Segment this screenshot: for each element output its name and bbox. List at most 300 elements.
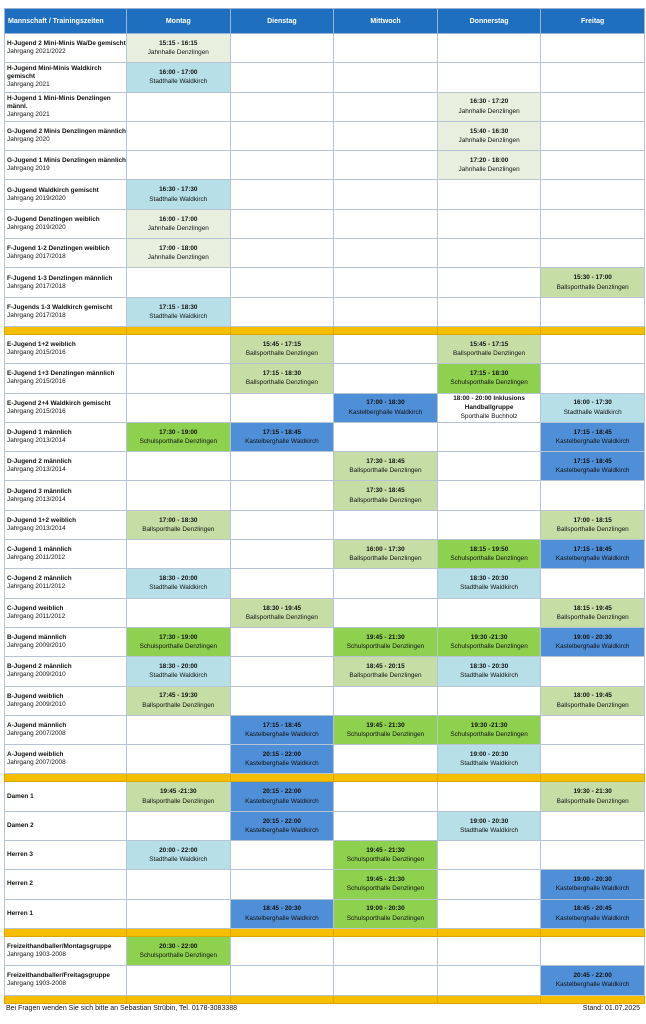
team-name: G-Jugend 2 Minis Denzlingen männlich [7, 128, 126, 136]
training-time: 20:15 - 22:00 [262, 788, 302, 796]
team-year: Jahrgang 2017/2018 [7, 311, 66, 319]
team-year: Jahrgang 2007/2008 [7, 759, 66, 767]
table-row [5, 393, 645, 422]
separator-cell [230, 928, 334, 936]
training-slot [127, 334, 231, 363]
team-name: Freizeithandballer/Montagsgruppe [7, 943, 112, 951]
training-venue: Kastelberghalle Waldkirch [245, 914, 319, 922]
training-venue: Ballsporthalle Denzlingen [142, 701, 215, 709]
training-slot [230, 966, 334, 995]
team-cell [5, 811, 127, 840]
training-slot [127, 569, 231, 598]
team-cell [5, 151, 127, 180]
training-slot [127, 745, 231, 774]
training-slot [230, 209, 334, 238]
training-venue: Ballsporthalle Denzlingen [556, 701, 629, 709]
team-name: H-Jugend 2 Mini-Minis Wa/De gemischt [7, 40, 126, 48]
team-cell [5, 334, 127, 363]
team-cell [5, 627, 127, 656]
training-slot [334, 364, 438, 393]
training-slot [230, 364, 334, 393]
team-year: Jahrgang 2013/2014 [7, 524, 66, 532]
separator-cell [5, 326, 127, 334]
training-time: 18:30 - 20:30 [469, 575, 509, 583]
team-name: F-Jugends 1-3 Waldkirch gemischt [7, 303, 113, 311]
training-time: 20:00 - 22:00 [159, 846, 198, 854]
training-slot [230, 297, 334, 326]
separator-cell [230, 774, 334, 782]
team-year: Jahrgang 1903-2008 [7, 951, 66, 959]
team-year: Jahrgang 2019/2020 [7, 223, 66, 231]
training-time: 17:15 - 18:30 [469, 370, 509, 378]
training-time: 18:45 - 20:45 [573, 905, 612, 913]
training-venue: Jahnhalle Denzlingen [458, 107, 520, 115]
training-time: 17:15 - 18:30 [159, 303, 198, 311]
training-time: 17:00 - 18:15 [573, 516, 612, 524]
team-cell [5, 745, 127, 774]
training-venue: Schulsporthalle Denzlingen [139, 438, 218, 445]
table-row [5, 811, 645, 840]
separator-cell [437, 928, 541, 936]
training-slot [127, 540, 231, 569]
training-slot [127, 870, 231, 899]
team-name: D-Jugend 1+2 weiblich [7, 516, 77, 524]
training-slot [541, 452, 645, 481]
training-slot [230, 686, 334, 715]
training-venue: Jahnhalle Denzlingen [458, 137, 520, 145]
training-schedule-table [4, 8, 645, 1004]
training-slot [334, 452, 438, 481]
training-slot [541, 686, 645, 715]
separator-row [5, 995, 645, 1003]
footer-contact: Bei Fragen wenden Sie sich bitte an Sebastian Strübin, Tel. 0178-3083388 [6, 1005, 238, 1012]
training-time: 15:45 - 17:15 [469, 340, 509, 348]
training-slot [437, 899, 541, 928]
training-slot [541, 239, 645, 268]
training-slot [230, 393, 334, 422]
training-time: 19:45 -21:30 [160, 788, 197, 796]
training-time: 19:45 - 21:30 [366, 721, 405, 729]
training-time: 17:15 - 18:45 [573, 545, 612, 553]
team-cell [5, 34, 127, 63]
team-cell [5, 598, 127, 627]
schedule-body [5, 34, 645, 1004]
footer-stand: Stand: 01.07.2025 [582, 1005, 640, 1012]
training-slot [230, 627, 334, 656]
training-slot [334, 180, 438, 209]
team-name: D-Jugend 1 männlich [7, 429, 72, 436]
training-time: 17:00 - 18:30 [366, 399, 405, 407]
training-slot [127, 782, 231, 811]
separator-cell [541, 928, 645, 936]
training-slot [437, 422, 541, 451]
training-venue: Kastelberghalle Waldkirch [555, 555, 630, 563]
training-venue: Sporthalle Buchholz [460, 413, 518, 421]
team-cell [5, 510, 127, 539]
training-slot [127, 657, 231, 686]
table-row [5, 841, 645, 870]
team-year: Jahrgang 2015/2016 [7, 407, 66, 415]
training-time: 19:45 - 21:30 [366, 876, 405, 884]
team-cell [5, 481, 127, 510]
training-venue: Ballsporthalle Denzlingen [556, 283, 629, 291]
training-venue: Ballsporthalle Denzlingen [349, 496, 422, 504]
table-row [5, 657, 645, 686]
training-slot [127, 297, 231, 326]
training-slot [437, 569, 541, 598]
team-name: F-Jugend 1-2 Denzlingen weiblich [7, 245, 110, 253]
training-venue: Ballsporthalle Denzlingen [556, 797, 629, 805]
training-slot [437, 870, 541, 899]
training-slot [437, 481, 541, 510]
team-name: F-Jugend 1-3 Denzlingen männlich [7, 274, 113, 282]
training-slot [334, 686, 438, 715]
training-venue: Stadthalle Waldkirch [460, 672, 519, 680]
training-slot [127, 151, 231, 180]
training-slot [437, 393, 541, 422]
table-row [5, 598, 645, 627]
table-row [5, 966, 645, 995]
training-slot [334, 841, 438, 870]
training-slot [334, 627, 438, 656]
training-venue: Jahnhalle Denzlingen [147, 254, 209, 262]
training-venue: Stadthalle Waldkirch [149, 856, 208, 864]
team-name: Herren 3 [7, 851, 33, 859]
training-slot [334, 936, 438, 965]
training-slot [127, 180, 231, 209]
training-venue: Schulsporthalle Denzlingen [450, 643, 528, 651]
training-slot [127, 121, 231, 150]
training-time: 18:30 - 20:00 [159, 575, 198, 583]
separator-cell [541, 774, 645, 782]
training-time: 19:00 - 20:30 [573, 876, 612, 884]
team-name: B-Jugend männlich [7, 634, 67, 642]
training-slot [437, 268, 541, 297]
training-slot [230, 334, 334, 363]
training-slot [541, 268, 645, 297]
team-year: Jahrgang 2020 [7, 136, 50, 144]
training-time: 17:30 - 19:00 [159, 428, 198, 436]
training-slot [127, 481, 231, 510]
training-slot [334, 239, 438, 268]
header-thursday: Donnerstag [437, 9, 541, 34]
table-row [5, 481, 645, 510]
training-time: 17:15 - 18:45 [573, 428, 612, 436]
team-name: G-Jugend Denzlingen weiblich [7, 215, 100, 223]
training-slot [541, 334, 645, 363]
training-venue: Schulsporthalle Denzlingen [450, 730, 528, 738]
training-time: 19:00 - 20:30 [469, 817, 509, 825]
training-venue: Schulsporthalle Denzlingen [450, 379, 528, 387]
team-cell [5, 715, 127, 744]
training-venue: Ballsporthalle Denzlingen [556, 613, 629, 621]
training-slot [541, 598, 645, 627]
training-venue: Kastelberghalle Waldkirch [245, 797, 319, 805]
training-venue: Ballsporthalle Denzlingen [453, 350, 526, 358]
table-row [5, 180, 645, 209]
training-venue: Ballsporthalle Denzlingen [245, 613, 318, 621]
training-slot [230, 870, 334, 899]
training-time: 16:00 - 17:30 [573, 399, 612, 407]
training-slot [437, 686, 541, 715]
training-venue: Ballsporthalle Denzlingen [245, 379, 318, 387]
training-venue: Ballsporthalle Denzlingen [349, 672, 422, 680]
training-time: 15:40 - 16:30 [469, 127, 509, 135]
training-slot [230, 452, 334, 481]
separator-row [5, 774, 645, 782]
header-monday: Montag [127, 9, 231, 34]
training-slot [541, 715, 645, 744]
separator-cell [5, 928, 127, 936]
team-cell [5, 364, 127, 393]
header-row [5, 9, 645, 34]
training-time: 18:45 - 20:30 [262, 905, 302, 913]
team-cell [5, 239, 127, 268]
training-time: 20:15 - 22:00 [262, 817, 302, 825]
training-slot [437, 936, 541, 965]
training-slot [334, 598, 438, 627]
team-name: Herren 1 [7, 909, 33, 917]
training-slot [230, 422, 334, 451]
training-slot [127, 627, 231, 656]
separator-cell [230, 326, 334, 334]
training-time: 16:00 - 17:30 [366, 545, 405, 553]
training-slot [127, 936, 231, 965]
team-name: C-Jugend 2 männlich [7, 575, 72, 583]
training-time: 17:15 - 18:45 [573, 458, 612, 466]
training-venue: Schulsporthalle Denzlingen [346, 643, 425, 651]
team-cell [5, 782, 127, 811]
separator-cell [437, 774, 541, 782]
table-row [5, 715, 645, 744]
team-name: B-Jugend 2 männlich [7, 663, 72, 671]
training-venue: Schulsporthalle Denzlingen [139, 643, 218, 651]
team-cell [5, 870, 127, 899]
table-row [5, 540, 645, 569]
team-name: C-Jugend weiblich [7, 604, 64, 612]
training-venue: Ballsporthalle Denzlingen [349, 555, 422, 563]
team-year: Jahrgang 2021 [7, 81, 50, 89]
training-slot [541, 811, 645, 840]
training-time: 19:00 - 20:30 [366, 905, 405, 913]
training-time: 17:20 - 18:00 [469, 157, 509, 165]
training-slot [230, 569, 334, 598]
training-venue: Kastelberghalle Waldkirch [555, 438, 630, 445]
training-slot [541, 297, 645, 326]
training-slot [334, 569, 438, 598]
training-slot [230, 745, 334, 774]
training-slot [127, 841, 231, 870]
training-slot [541, 657, 645, 686]
training-slot [230, 481, 334, 510]
training-slot [127, 966, 231, 995]
training-time: 18:30 - 19:45 [262, 604, 302, 612]
training-slot [127, 239, 231, 268]
training-slot [437, 63, 541, 92]
training-venue: Kastelberghalle Waldkirch [555, 643, 630, 651]
separator-cell [437, 995, 541, 1003]
training-venue: Stadthalle Waldkirch [149, 672, 208, 680]
table-row [5, 452, 645, 481]
training-venue: Stadthalle Waldkirch [460, 584, 519, 592]
team-name: Damen 1 [7, 792, 34, 800]
training-slot [230, 510, 334, 539]
training-slot [541, 63, 645, 92]
header-wednesday: Mittwoch [334, 9, 438, 34]
training-slot [334, 121, 438, 150]
training-slot [230, 598, 334, 627]
training-time: 18:00 - 20:00 Inklusions Handballgruppe [453, 394, 525, 412]
team-cell [5, 297, 127, 326]
training-time: 17:15 - 18:30 [262, 370, 302, 378]
training-slot [541, 627, 645, 656]
training-venue: Schulsporthalle Denzlingen [346, 856, 425, 864]
training-slot [437, 34, 541, 63]
team-cell [5, 841, 127, 870]
table-row [5, 151, 645, 180]
training-venue: Ballsporthalle Denzlingen [349, 467, 422, 475]
table-row [5, 782, 645, 811]
training-time: 19:30 -21:30 [470, 721, 508, 729]
training-slot [230, 899, 334, 928]
training-slot [334, 63, 438, 92]
table-row [5, 209, 645, 238]
training-venue: Stadthalle Waldkirch [460, 760, 519, 768]
training-slot [127, 686, 231, 715]
separator-cell [334, 774, 438, 782]
table-row [5, 899, 645, 928]
training-slot [437, 510, 541, 539]
team-year: Jahrgang 2015/2016 [7, 378, 66, 386]
training-time: 17:00 - 18:00 [159, 244, 198, 252]
training-slot [334, 657, 438, 686]
team-cell [5, 209, 127, 238]
team-name: Damen 2 [7, 821, 34, 829]
training-slot [541, 899, 645, 928]
separator-cell [541, 326, 645, 334]
training-slot [127, 63, 231, 92]
training-time: 19:45 - 21:30 [366, 846, 405, 854]
table-row [5, 936, 645, 965]
separator-cell [334, 928, 438, 936]
training-time: 20:15 - 22:00 [262, 750, 302, 758]
training-venue: Kastelberghalle Waldkirch [245, 826, 319, 834]
team-cell [5, 686, 127, 715]
training-slot [127, 268, 231, 297]
training-slot [127, 209, 231, 238]
training-slot [334, 745, 438, 774]
training-time: 19:30 - 21:30 [573, 788, 612, 796]
training-time: 16:00 - 17:00 [159, 69, 198, 77]
training-time: 18:30 - 20:00 [159, 663, 198, 671]
table-row [5, 121, 645, 150]
training-slot [541, 870, 645, 899]
team-name: D-Jugend 3 männlich [7, 487, 72, 495]
training-slot [127, 364, 231, 393]
team-year: Jahrgang 2011/2012 [7, 583, 66, 591]
team-cell [5, 899, 127, 928]
training-slot [541, 841, 645, 870]
training-time: 17:45 - 19:30 [159, 692, 198, 700]
team-name: B-Jugend weiblich [7, 692, 64, 700]
training-slot [541, 151, 645, 180]
training-slot [334, 811, 438, 840]
training-slot [230, 715, 334, 744]
team-cell [5, 63, 127, 92]
team-name: A-Jugend männlich [7, 721, 67, 729]
training-slot [334, 715, 438, 744]
training-slot [334, 34, 438, 63]
training-slot [230, 121, 334, 150]
table-row [5, 334, 645, 363]
training-venue: Schulsporthalle Denzlingen [346, 885, 425, 893]
training-slot [541, 92, 645, 121]
training-slot [541, 180, 645, 209]
training-slot [334, 899, 438, 928]
training-slot [541, 936, 645, 965]
separator-row [5, 928, 645, 936]
training-venue: Schulsporthalle Denzlingen [346, 914, 425, 922]
training-slot [230, 92, 334, 121]
training-time: 20:30 - 22:00 [159, 942, 198, 950]
training-slot [437, 297, 541, 326]
training-venue: Ballsporthalle Denzlingen [142, 525, 215, 533]
team-name: G-Jugend 1 Minis Denzlingen männlich [7, 157, 126, 165]
training-slot [541, 540, 645, 569]
training-slot [437, 239, 541, 268]
separator-cell [5, 774, 127, 782]
training-venue: Kastelberghalle Waldkirch [245, 730, 319, 738]
training-slot [437, 452, 541, 481]
table-row [5, 364, 645, 393]
training-time: 17:15 - 18:45 [262, 428, 302, 436]
separator-cell [230, 995, 334, 1003]
team-name: E-Jugend 1+3 Denzlingen männlich [7, 370, 115, 378]
training-slot [541, 34, 645, 63]
header-team-column: Mannschaft / Trainingszeiten [5, 9, 127, 34]
training-slot [541, 966, 645, 995]
team-cell [5, 268, 127, 297]
training-slot [230, 657, 334, 686]
training-venue: Jahnhalle Denzlingen [147, 224, 209, 232]
training-slot [230, 151, 334, 180]
training-slot [541, 422, 645, 451]
training-slot [230, 936, 334, 965]
training-slot [230, 811, 334, 840]
training-time: 17:30 - 18:45 [366, 487, 405, 495]
training-slot [541, 209, 645, 238]
team-cell [5, 452, 127, 481]
team-name: D-Jugend 2 männlich [7, 458, 72, 466]
training-slot [437, 364, 541, 393]
training-slot [437, 598, 541, 627]
team-cell [5, 569, 127, 598]
team-year: Jahrgang 2013/2014 [7, 466, 66, 474]
team-year: Jahrgang 2013/2014 [7, 437, 66, 444]
team-year: Jahrgang 2009/2010 [7, 700, 66, 708]
training-slot [437, 627, 541, 656]
training-slot [334, 782, 438, 811]
team-year: Jahrgang 1903-2008 [7, 980, 66, 988]
header-tuesday: Dienstag [230, 9, 334, 34]
separator-cell [5, 995, 127, 1003]
team-cell [5, 540, 127, 569]
separator-cell [334, 326, 438, 334]
separator-cell [127, 326, 231, 334]
training-slot [437, 657, 541, 686]
training-time: 18:30 - 20:30 [469, 663, 509, 671]
training-venue: Jahnhalle Denzlingen [147, 49, 209, 57]
